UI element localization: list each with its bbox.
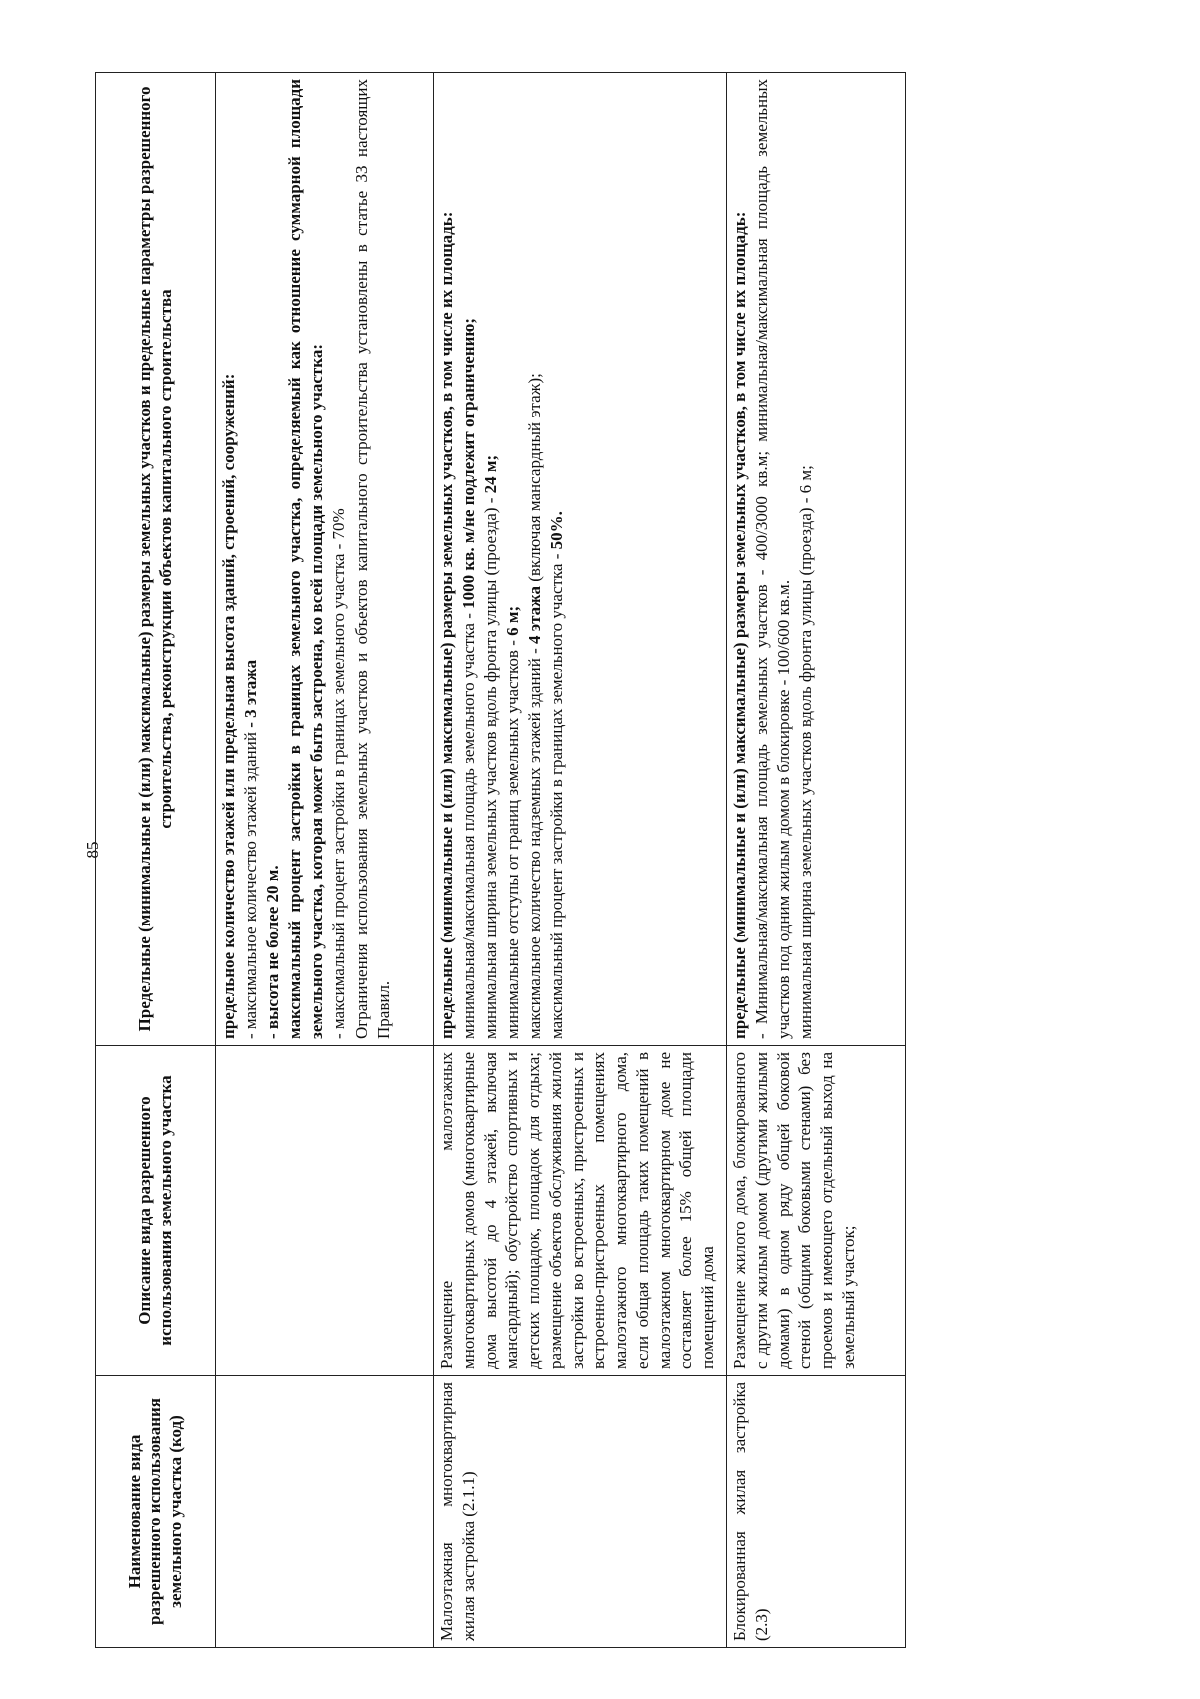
zoning-parameters-table	[95, 72, 906, 1648]
row2-name-cell: Малоэтажная многоквартирная жилая застройка (2.1.1)	[434, 1376, 727, 1648]
row2-param-2-bold: 1000 кв. м/не подлежит ограничению;	[459, 317, 479, 609]
row2-parameters-cell	[434, 73, 727, 1046]
row2-param-1: предельные (минимальные и (или) максимальные) размеры земельных участков, в том числе их площадь:	[437, 211, 456, 1039]
row1-parameters-cell	[216, 73, 434, 1046]
row1-param-1: предельное количество этажей или предельная высота зданий, строений, сооружений:	[219, 373, 238, 1039]
row2-param-5-bold: 4 этажа	[525, 586, 545, 645]
row1-param-4: максимальный процент застройки в границах земельного участка, определяемый как отношение суммарной площади земельного участка, которая может быть застроена, ко всей площади земельного участка:	[285, 79, 327, 1039]
header-limit-parameters: Предельные (минимальные и (или) максимальные) размеры земельных участков и предельные параметры разрешенного строительства, реконструкции объектов капитального строительства	[96, 73, 216, 1046]
row1-param-3: - высота не более 20 м.	[263, 865, 283, 1039]
row2-param-6-bold: 50%.	[547, 511, 567, 550]
row2-param-5: максимальное количество надземных этажей зданий -	[525, 644, 545, 1039]
header-use-type-name: Наименование вида разрешенного использования земельного участка (код)	[96, 1376, 216, 1648]
row3-param-2: - Минимальная/максимальная площадь земельных участков - 400/3000 кв.м; минимальная/максимальная площадь земельных участков под одним жилым домом в блокировке - 100/600 кв.м.	[752, 79, 794, 1039]
row3-name-cell: Блокированная жилая застройка (2.3)	[727, 1376, 906, 1648]
row3-param-3: минимальная ширина земельных участков вдоль фронта улицы (проезда) - 6 м;	[796, 465, 816, 1039]
row2-param-4-bold: 6 м;	[503, 605, 523, 636]
header-use-type-description: Описание вида разрешенного использования земельного участка	[96, 1046, 216, 1376]
rotated-page-content	[95, 73, 905, 1648]
row2-param-3-bold: 24 м;	[481, 454, 501, 494]
row3-param-1: предельные (минимальные и (или) максимальные) размеры земельных участков, в том числе их площадь:	[730, 211, 749, 1039]
row2-param-6: максимальный процент застройки в границах земельного участка -	[547, 549, 567, 1039]
row1-param-6: Ограничения использования земельных участков и объектов капитального строительства установлены в статье 33 настоящих Правил.	[351, 79, 393, 1039]
row2-param-2: минимальная/максимальная площадь земельного участка -	[459, 608, 479, 1039]
row3-description-cell: Размещение жилого дома, блокированного с другим жилым домом (другими жилыми домами) в одном ряду общей боковой стеной (общими боковыми стенами) без проемов и имеющего отдельный выход на земельный участок;	[727, 1046, 906, 1376]
table-row	[434, 73, 727, 1648]
row2-param-4: минимальные отступы от границ земельных участков -	[503, 635, 523, 1039]
row1-param-5: - максимальный процент застройки в границах земельного участка - 70%	[329, 508, 349, 1039]
row2-param-5-tail: (включая мансардный этаж);	[525, 373, 545, 587]
table-header-row	[96, 73, 216, 1648]
row2-param-3: минимальная ширина земельных участков вдоль фронта улицы (проезда) -	[481, 493, 501, 1039]
page-number: 85	[83, 841, 102, 859]
row2-description-cell: Размещение малоэтажных многоквартирных домов (многоквартирные дома высотой до 4 этажей, включая мансардный); обустройство спортивных и детских площадок, площадок для отдыха; размещение объектов обслуживания жилой застройки во встроенных, пристроенных и встроенно-пристроенных помещениях малоэтажного многоквартирного дома, если общая площадь таких помещений в малоэтажном многоквартирном доме не составляет более 15% общей площади помещений дома	[434, 1046, 727, 1376]
row1-param-2: - максимальное количество этажей зданий	[241, 727, 261, 1039]
table-row	[216, 73, 434, 1648]
row1-name-cell	[216, 1376, 434, 1648]
row3-parameters-cell	[727, 73, 906, 1046]
row1-param-2-bold: - 3 этажа	[241, 659, 261, 728]
row1-description-cell	[216, 1046, 434, 1376]
table-row	[727, 73, 906, 1648]
